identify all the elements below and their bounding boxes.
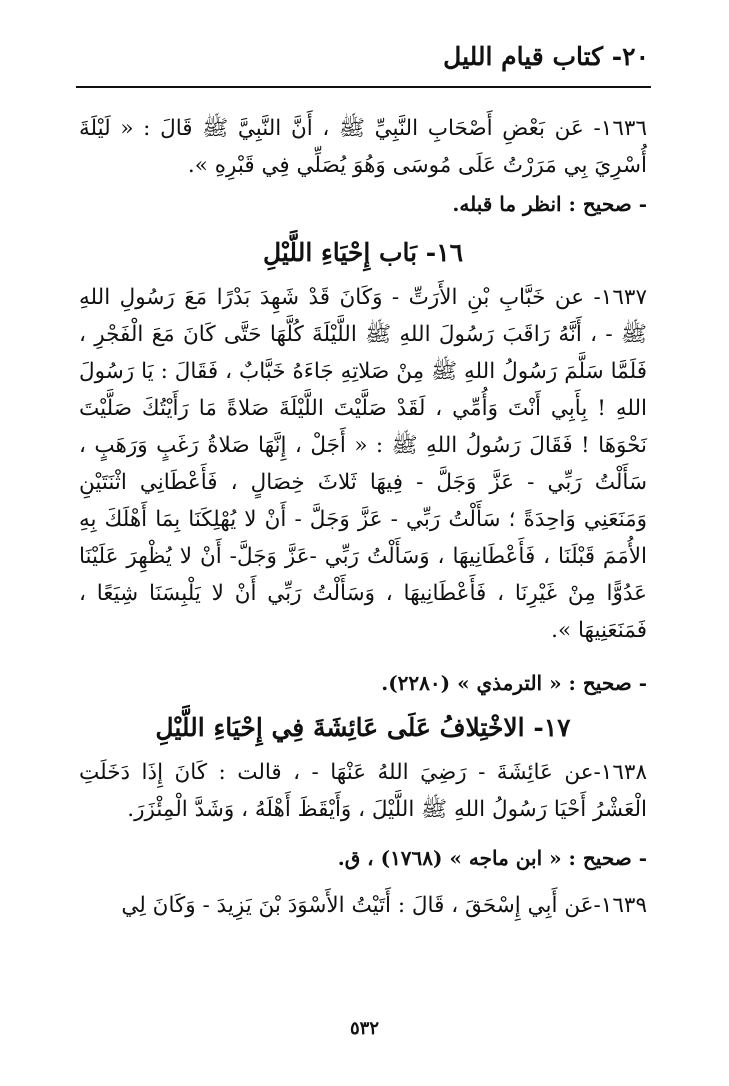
hadith-1638: ١٦٣٨-عن عَائِشَةَ - رَضِيَ اللهُ عَنْهَا - ، قالت : كَانَ إِذَا دَخَلَتِ الْعَشْرُ أَحْيَا رَسُولُ اللهِ ﷺ اللَّيْلَ ، وَأَيْقَظَ أَهْلَهُ ، وَشَدَّ الْمِئْزَرَ. — [79, 760, 647, 822]
hadith-1637: ١٦٣٧- عن خَبَّابِ بْنِ الأَرَتِّ - وَكَانَ قَدْ شَهِدَ بَدْرًا مَعَ رَسُولِ اللهِ ﷺ - ، أَنَّهُ رَاقَبَ رَسُولَ اللهِ ﷺ اللَّيْلَةَ كُلَّهَا حَتَّى كَانَ مَعَ الْفَجْرِ ، فَلَمَّا سَلَّمَ رَسُولُ اللهِ ﷺ مِنْ صَلاتِهِ جَاءَهُ خَبَّابٌ ، فَقَالَ : يَا رَسُولَ اللهِ ! بِأَبِي أَنْتَ وَأُمِّي ، لَقَدْ صَلَّيْتَ اللَّيْلَةَ صَلاةً مَا رَأَيْتُكَ صَلَّيْتَ نَحْوَهَا ! فَقَالَ رَسُولُ اللهِ ﷺ : « أَجَلْ ، إِنَّهَا صَلاةُ رَغَبٍ وَرَهَبٍ ، سَأَلْتُ رَبِّي - عَزَّ وَجَلَّ - فِيهَا ثَلاثَ خِصَالٍ ، فَأَعْطَانِي اثْنَتَيْنِ وَمَنَعَنِي وَاحِدَةً ؛ سَأَلْتُ رَبِّي - عَزَّ وَجَلَّ - أَنْ لا يُهْلِكَنَا بِمَا أَهْلَكَ بِهِ الأُمَمَ قَبْلَنَا ، فَأَعْطَانِيهَا ، وَسَأَلْتُ رَبِّي -عَزَّ وَجَلَّ- أَنْ لا يُظْهِرَ عَلَيْنَا عَدُوًّا مِنْ غَيْرِنَا ، فَأَعْطَانِيهَا ، وَسَأَلْتُ رَبِّي أَنْ لا يَلْبِسَنَا شِيَعًا ، فَمَنَعَنِيهَا ». — [79, 285, 647, 643]
page-number: ٥٣٢ — [349, 1018, 379, 1039]
chapter-heading-16: ١٦- بَاب إِحْيَاءِ اللَّيْلِ — [262, 238, 464, 267]
hadith-1639: ١٦٣٩-عَن أَبِي إِسْحَقَ ، قَالَ : أَتَيْتُ الأَسْوَدَ بْنَ يَزِيدَ - وَكَانَ لِي — [121, 893, 647, 918]
page-body — [79, 110, 647, 924]
grading-1636: - صحيح : انظر ما قبله. — [452, 192, 647, 216]
running-head-title: ٢٠- كتاب قيام الليل — [443, 42, 649, 71]
grading-1638: - صحيح : « ابن ماجه » (١٧٦٨) ، ق. — [337, 846, 647, 870]
header-rule — [76, 86, 651, 88]
chapter-heading-17: ١٧- الاخْتِلافُ عَلَى عَائِشَةَ فِي إِحْيَاءِ اللَّيْلِ — [155, 713, 571, 742]
grading-1637: - صحيح : « الترمذي » (٢٢٨٠). — [381, 671, 647, 695]
hadith-1636: ١٦٣٦- عَن بَعْضِ أَصْحَابِ النَّبِيِّ ﷺ ، أَنَّ النَّبِيَّ ﷺ قَالَ : « لَيْلَةَ أُسْرِيَ بِي مَرَرْتُ عَلَى مُوسَى وَهُوَ يُصَلِّي فِي قَبْرِهِ ». — [79, 116, 647, 178]
